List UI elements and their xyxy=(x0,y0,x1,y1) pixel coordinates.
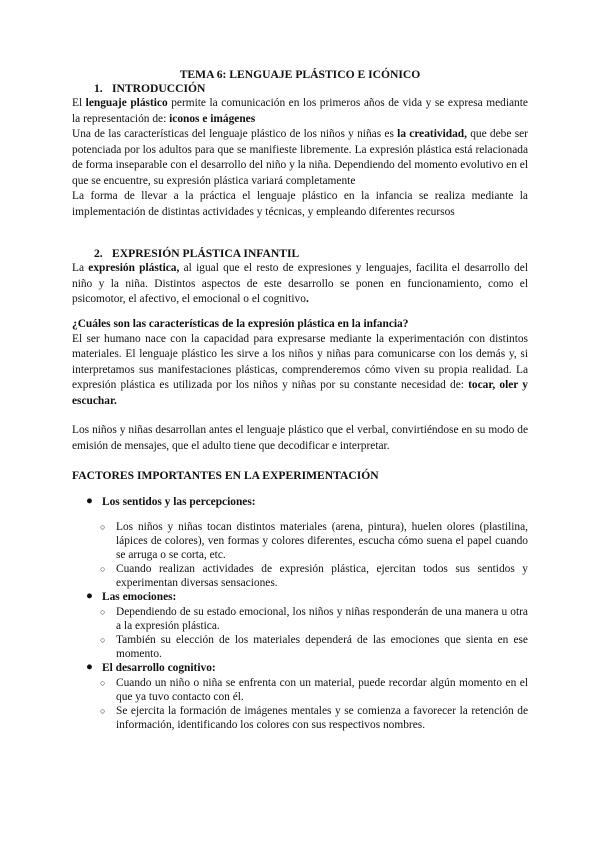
sub-list-item: ○ Los niños y niñas tocan distintos materiales (arena, pintura), huelen olores (plastilina, lápices de colores), ven formas y colores diferentes, escucha cómo suena el papel cuando se arruga o se corta, etc. xyxy=(100,521,528,561)
document-title: TEMA 6: LENGUAJE PLÁSTICO E ICÓNICO xyxy=(179,68,421,81)
factors-heading: FACTORES IMPORTANTES EN LA EXPERIMENTACIÓN xyxy=(72,469,379,482)
circle-bullet-icon: ○ xyxy=(100,522,106,532)
factor-label: El desarrollo cognitivo: xyxy=(102,662,216,674)
factor-item-emotions xyxy=(72,590,528,605)
expression-paragraph-1: La expresión plástica, al igual que el resto de expresiones y lenguajes, facilita el desarrollo del niño y la niña. Distintos aspectos de este desarrollo se ponen en funcionamiento, como el psicomotor, el afectivo, el emocional o el cognitivo. xyxy=(72,262,528,305)
intro-paragraph-1: El lenguaje plástico permite la comunicación en los primeros años de vida y se expresa mediante la representación de: iconos e imágenes xyxy=(72,97,528,125)
circle-bullet-icon: ○ xyxy=(100,706,106,716)
section-2-number: 2. xyxy=(94,247,103,260)
factor-item-senses xyxy=(72,495,528,510)
circle-bullet-icon: ○ xyxy=(100,607,106,617)
document-page xyxy=(72,68,528,732)
factor-label: Los sentidos y las percepciones: xyxy=(102,496,256,508)
factor-item-cognitive xyxy=(72,661,528,676)
sub-list-item: ○ Cuando realizan actividades de expresión plástica, ejercitan todos sus sentidos y experimentan diversas sensaciones. xyxy=(100,563,528,589)
factors-list xyxy=(72,495,528,510)
expression-paragraph-3: Los niños y niñas desarrollan antes el lenguaje plástico que el verbal, convirtiéndose en su modo de emisión de mensajes, que el adulto tiene que decodificar e interpretar. xyxy=(72,424,528,452)
section-1-title: INTRODUCCIÓN xyxy=(112,82,206,95)
intro-paragraph-2: Una de las características del lenguaje plástico de los niños y niñas es la creatividad, que debe ser potenciada por los adultos para que se manifieste libremente. La expresión plástica está relacionada de forma inseparable con el desarrollo del niño y la niña. Dependiendo del momento evolutivo en el que se encuentre, su expresión plástica variará completamente xyxy=(72,128,528,187)
sub-list-item: ○ Dependiendo de su estado emocional, los niños y niñas responderán de una manera u otra a la expresión plástica. xyxy=(100,606,528,632)
bullet-icon: ● xyxy=(86,661,93,673)
factors-list-3 xyxy=(72,661,528,676)
characteristics-question: ¿Cuáles son las características de la expresión plástica en la infancia? xyxy=(72,317,409,330)
intro-paragraph-3: La forma de llevar a la práctica el lenguaje plástico en la infancia se realiza mediante la implementación de distintas actividades y técnicas, y empleando diferentes recursos xyxy=(72,190,528,218)
circle-bullet-icon: ○ xyxy=(100,635,106,645)
circle-bullet-icon: ○ xyxy=(100,678,106,688)
factors-list-2 xyxy=(72,590,528,605)
expression-paragraph-2: El ser humano nace con la capacidad para expresarse mediante la experimentación con distintos materiales. El lenguaje plástico les sirve a los niños y niñas para comunicarse con los demás y, si interpretamos sus manifestaciones plásticas, comprenderemos cómo viven su propia realidad. La expresión plástica es utilizada por los niños y niñas por su constante necesidad de: tocar, oler y escuchar. xyxy=(72,332,528,407)
section-1-number: 1. xyxy=(94,82,103,95)
section-1-heading xyxy=(72,82,528,96)
factor-label: Las emociones: xyxy=(102,591,177,603)
section-2-heading xyxy=(72,247,528,261)
bullet-icon: ● xyxy=(86,590,93,602)
factor-cognitive-sublist xyxy=(72,676,528,732)
circle-bullet-icon: ○ xyxy=(100,564,106,574)
bullet-icon: ● xyxy=(86,495,93,507)
section-2-title: EXPRESIÓN PLÁSTICA INFANTIL xyxy=(112,247,300,260)
sub-list-item: ○ Cuando un niño o niña se enfrenta con un material, puede recordar algún momento en el que ya tuvo contacto con él. xyxy=(100,677,528,703)
sub-list-item: ○ También su elección de los materiales dependerá de las emociones que sienta en ese momento. xyxy=(100,634,528,660)
factor-emotions-sublist xyxy=(72,605,528,661)
factor-senses-sublist xyxy=(72,520,528,590)
sub-list-item: ○ Se ejercita la formación de imágenes mentales y se comienza a favorecer la retención de información, identificando los colores con sus respectivos nombres. xyxy=(100,705,528,731)
